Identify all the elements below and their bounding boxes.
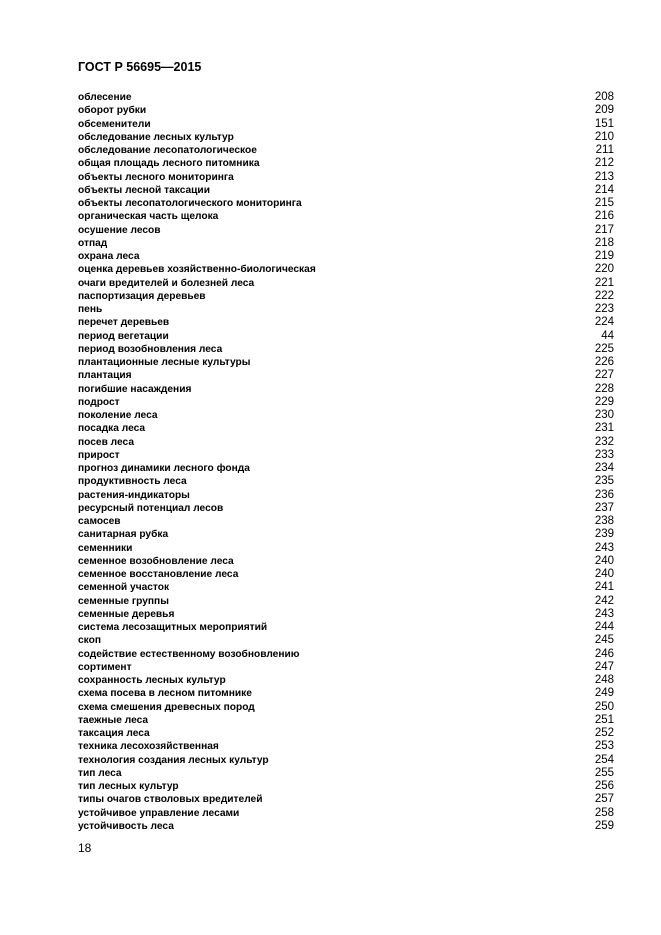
index-term: обследование лесных культур — [78, 131, 234, 143]
index-term: очаги вредителей и болезней леса — [78, 277, 255, 289]
index-page-ref: 226 — [594, 356, 614, 368]
index-term: тип лесных культур — [78, 781, 179, 792]
index-entry — [78, 104, 614, 117]
index-entry — [78, 687, 614, 700]
index-entry — [78, 91, 614, 104]
index-entry — [78, 648, 614, 661]
index-entry — [78, 581, 614, 594]
index-term: посадка леса — [78, 423, 146, 435]
index-term: система лесозащитных мероприятий — [78, 622, 268, 633]
index-entry — [78, 237, 614, 250]
index-page-ref: 44 — [601, 329, 614, 342]
index-term: подрост — [78, 396, 120, 408]
index-entry — [78, 595, 614, 608]
index-term: типы очагов стволовых вредителей — [78, 794, 263, 806]
index-entry — [78, 316, 614, 329]
index-page-ref: 243 — [594, 607, 614, 620]
index-term: скоп — [78, 635, 102, 647]
index-entry — [78, 224, 614, 237]
index-page-ref: 240 — [594, 568, 614, 580]
index-entry — [78, 807, 614, 820]
index-page-ref: 256 — [594, 780, 614, 792]
index-term: семенное возобновление леса — [78, 555, 234, 567]
index-page-ref: 213 — [594, 170, 614, 183]
index-entry — [78, 369, 614, 382]
index-page-ref: 211 — [595, 144, 614, 156]
index-entry — [78, 250, 614, 263]
index-entry — [78, 475, 614, 488]
index-term: технология создания лесных культур — [78, 754, 269, 766]
index-term: облесение — [78, 92, 132, 103]
index-term: объекты лесного мониторинга — [78, 171, 234, 183]
index-page-ref: 255 — [594, 766, 614, 779]
index-entry — [78, 793, 614, 806]
index-entry — [78, 197, 614, 210]
index-entry — [78, 157, 614, 170]
index-term: период вегетации — [78, 330, 169, 342]
index-term: устойчивое управление лесами — [78, 807, 240, 819]
index-entry — [78, 528, 614, 541]
index-page-ref: 218 — [594, 236, 614, 249]
index-entry — [78, 144, 614, 157]
index-entry — [78, 621, 614, 634]
index-entry — [78, 727, 614, 740]
index-entry — [78, 502, 614, 515]
index-page-ref: 212 — [594, 157, 614, 170]
index-page-ref: 251 — [594, 713, 614, 726]
index-term: органическая часть щелока — [78, 211, 219, 223]
index-entry — [78, 634, 614, 647]
index-page-ref: 235 — [594, 475, 614, 488]
index-entry — [78, 303, 614, 316]
index-entry — [78, 661, 614, 674]
index-entry — [78, 263, 614, 276]
index-term: осушение лесов — [78, 224, 161, 236]
index-page-ref: 244 — [594, 621, 614, 633]
index-term: тип леса — [78, 767, 122, 779]
index-page-ref: 223 — [594, 303, 614, 315]
index-page-ref: 222 — [594, 289, 614, 302]
index-entry — [78, 131, 614, 144]
index-entry — [78, 701, 614, 714]
index-term: поколение леса — [78, 410, 158, 421]
index-term: семенные деревья — [78, 608, 175, 620]
index-page-ref: 238 — [594, 515, 614, 527]
index-page-ref: 257 — [594, 793, 614, 806]
index-page-ref: 220 — [594, 263, 614, 276]
index-entry — [78, 290, 614, 303]
index-term: пень — [78, 304, 103, 315]
index-entry — [78, 171, 614, 184]
index-term: объекты лесопатологического мониторинга — [78, 198, 302, 209]
index-page-ref: 225 — [594, 342, 614, 355]
index-page-ref: 216 — [594, 210, 614, 223]
index-page-ref: 224 — [594, 316, 614, 329]
index-entry — [78, 356, 614, 369]
index-term: сортимент — [78, 661, 132, 673]
index-page-ref: 236 — [594, 488, 614, 501]
index-term: семенники — [78, 542, 133, 554]
document-header: ГОСТ Р 56695—2015 — [78, 60, 202, 74]
index-page-ref: 250 — [594, 700, 614, 713]
index-page-ref: 209 — [594, 104, 614, 117]
index-entry — [78, 489, 614, 502]
index-term: перечет деревьев — [78, 317, 170, 329]
index-term: оборот рубки — [78, 105, 147, 117]
index-page-ref: 237 — [594, 501, 614, 514]
index-term: семенной участок — [78, 582, 170, 594]
index-page-ref: 259 — [594, 819, 614, 832]
index-term: обследование лесопатологическое — [78, 145, 257, 156]
index-term: продуктивность леса — [78, 476, 187, 488]
index-term: растения-индикаторы — [78, 489, 190, 501]
index-page-ref: 243 — [594, 541, 614, 554]
index-term: отпад — [78, 237, 108, 249]
index-entry — [78, 343, 614, 356]
index-entry — [78, 555, 614, 568]
index-term: охрана леса — [78, 251, 140, 262]
index-page-ref: 227 — [594, 369, 614, 382]
index-entry — [78, 515, 614, 528]
index-page-ref: 245 — [594, 634, 614, 647]
index-term: санитарная рубка — [78, 529, 169, 541]
page-number: 18 — [78, 841, 92, 855]
index-term: схема смешения древесных пород — [78, 701, 255, 713]
index-page-ref: 231 — [594, 422, 614, 435]
index-entry — [78, 277, 614, 290]
index-term: обсеменители — [78, 118, 151, 130]
index-entry — [78, 542, 614, 555]
index-entry — [78, 118, 614, 131]
index-page-ref: 151 — [594, 117, 614, 130]
index-term: плантационные лесные культуры — [78, 357, 251, 368]
index-page-ref: 248 — [594, 674, 614, 686]
index-page-ref: 228 — [594, 382, 614, 395]
index-term: посев леса — [78, 436, 134, 448]
index-entry — [78, 330, 614, 343]
index-page-ref: 229 — [594, 395, 614, 408]
index-term: семенное восстановление леса — [78, 569, 239, 580]
index-page-ref: 232 — [594, 435, 614, 448]
index-entry — [78, 462, 614, 475]
index-term: оценка деревьев хозяйственно-биологическая — [78, 264, 316, 276]
index-page-ref: 258 — [594, 806, 614, 819]
index-term: техника лесохозяйственная — [78, 741, 219, 753]
index-page-ref: 254 — [594, 753, 614, 766]
index-page-ref: 214 — [594, 183, 614, 196]
index-entry — [78, 674, 614, 687]
index-entry — [78, 568, 614, 581]
index-page-ref: 219 — [594, 250, 614, 262]
index-entry — [78, 767, 614, 780]
index-term: таежные леса — [78, 714, 149, 726]
index-entry — [78, 449, 614, 462]
index-entry — [78, 608, 614, 621]
index-page-ref: 208 — [594, 91, 614, 103]
index-term: прогноз динамики лесного фонда — [78, 463, 250, 474]
index-entry — [78, 740, 614, 753]
index-term: таксация леса — [78, 728, 150, 739]
index-term: погибшие насаждения — [78, 383, 192, 395]
index-entry — [78, 396, 614, 409]
index-page-ref: 240 — [594, 554, 614, 567]
index-term: схема посева в лесном питомнике — [78, 688, 252, 700]
index-entry — [78, 754, 614, 767]
index-entry — [78, 714, 614, 727]
index-entry — [78, 820, 614, 833]
index-term: сохранность лесных культур — [78, 675, 226, 686]
index-page-ref: 210 — [594, 130, 614, 143]
index-entry — [78, 409, 614, 422]
index-term: общая площадь лесного питомника — [78, 158, 260, 170]
index-page-ref: 233 — [594, 448, 614, 461]
index-term: период возобновления леса — [78, 343, 223, 355]
index-entry — [78, 210, 614, 223]
index-term: устойчивость леса — [78, 820, 174, 832]
index-entry — [78, 184, 614, 197]
index-entry — [78, 780, 614, 793]
index-page-ref: 247 — [594, 660, 614, 673]
term-index-list — [78, 91, 614, 833]
index-term: самосев — [78, 516, 121, 527]
index-entry — [78, 422, 614, 435]
index-page-ref: 253 — [594, 740, 614, 753]
index-term: семенные группы — [78, 595, 169, 607]
index-page-ref: 242 — [594, 594, 614, 607]
index-page-ref: 249 — [594, 687, 614, 700]
index-page-ref: 252 — [594, 727, 614, 739]
index-page-ref: 217 — [594, 223, 614, 236]
index-term: содействие естественному возобновлению — [78, 648, 300, 660]
index-page-ref: 215 — [594, 197, 614, 209]
index-page-ref: 239 — [594, 528, 614, 541]
index-page-ref: 241 — [594, 581, 614, 594]
index-entry — [78, 383, 614, 396]
index-term: паспортизация деревьев — [78, 290, 206, 302]
index-term: ресурсный потенциал лесов — [78, 502, 224, 514]
index-term: прирост — [78, 449, 120, 461]
index-page-ref: 221 — [594, 276, 614, 289]
index-page-ref: 230 — [594, 409, 614, 421]
index-term: объекты лесной таксации — [78, 184, 210, 196]
index-page-ref: 246 — [594, 647, 614, 660]
index-entry — [78, 436, 614, 449]
index-page-ref: 234 — [594, 462, 614, 474]
index-term: плантация — [78, 370, 132, 382]
